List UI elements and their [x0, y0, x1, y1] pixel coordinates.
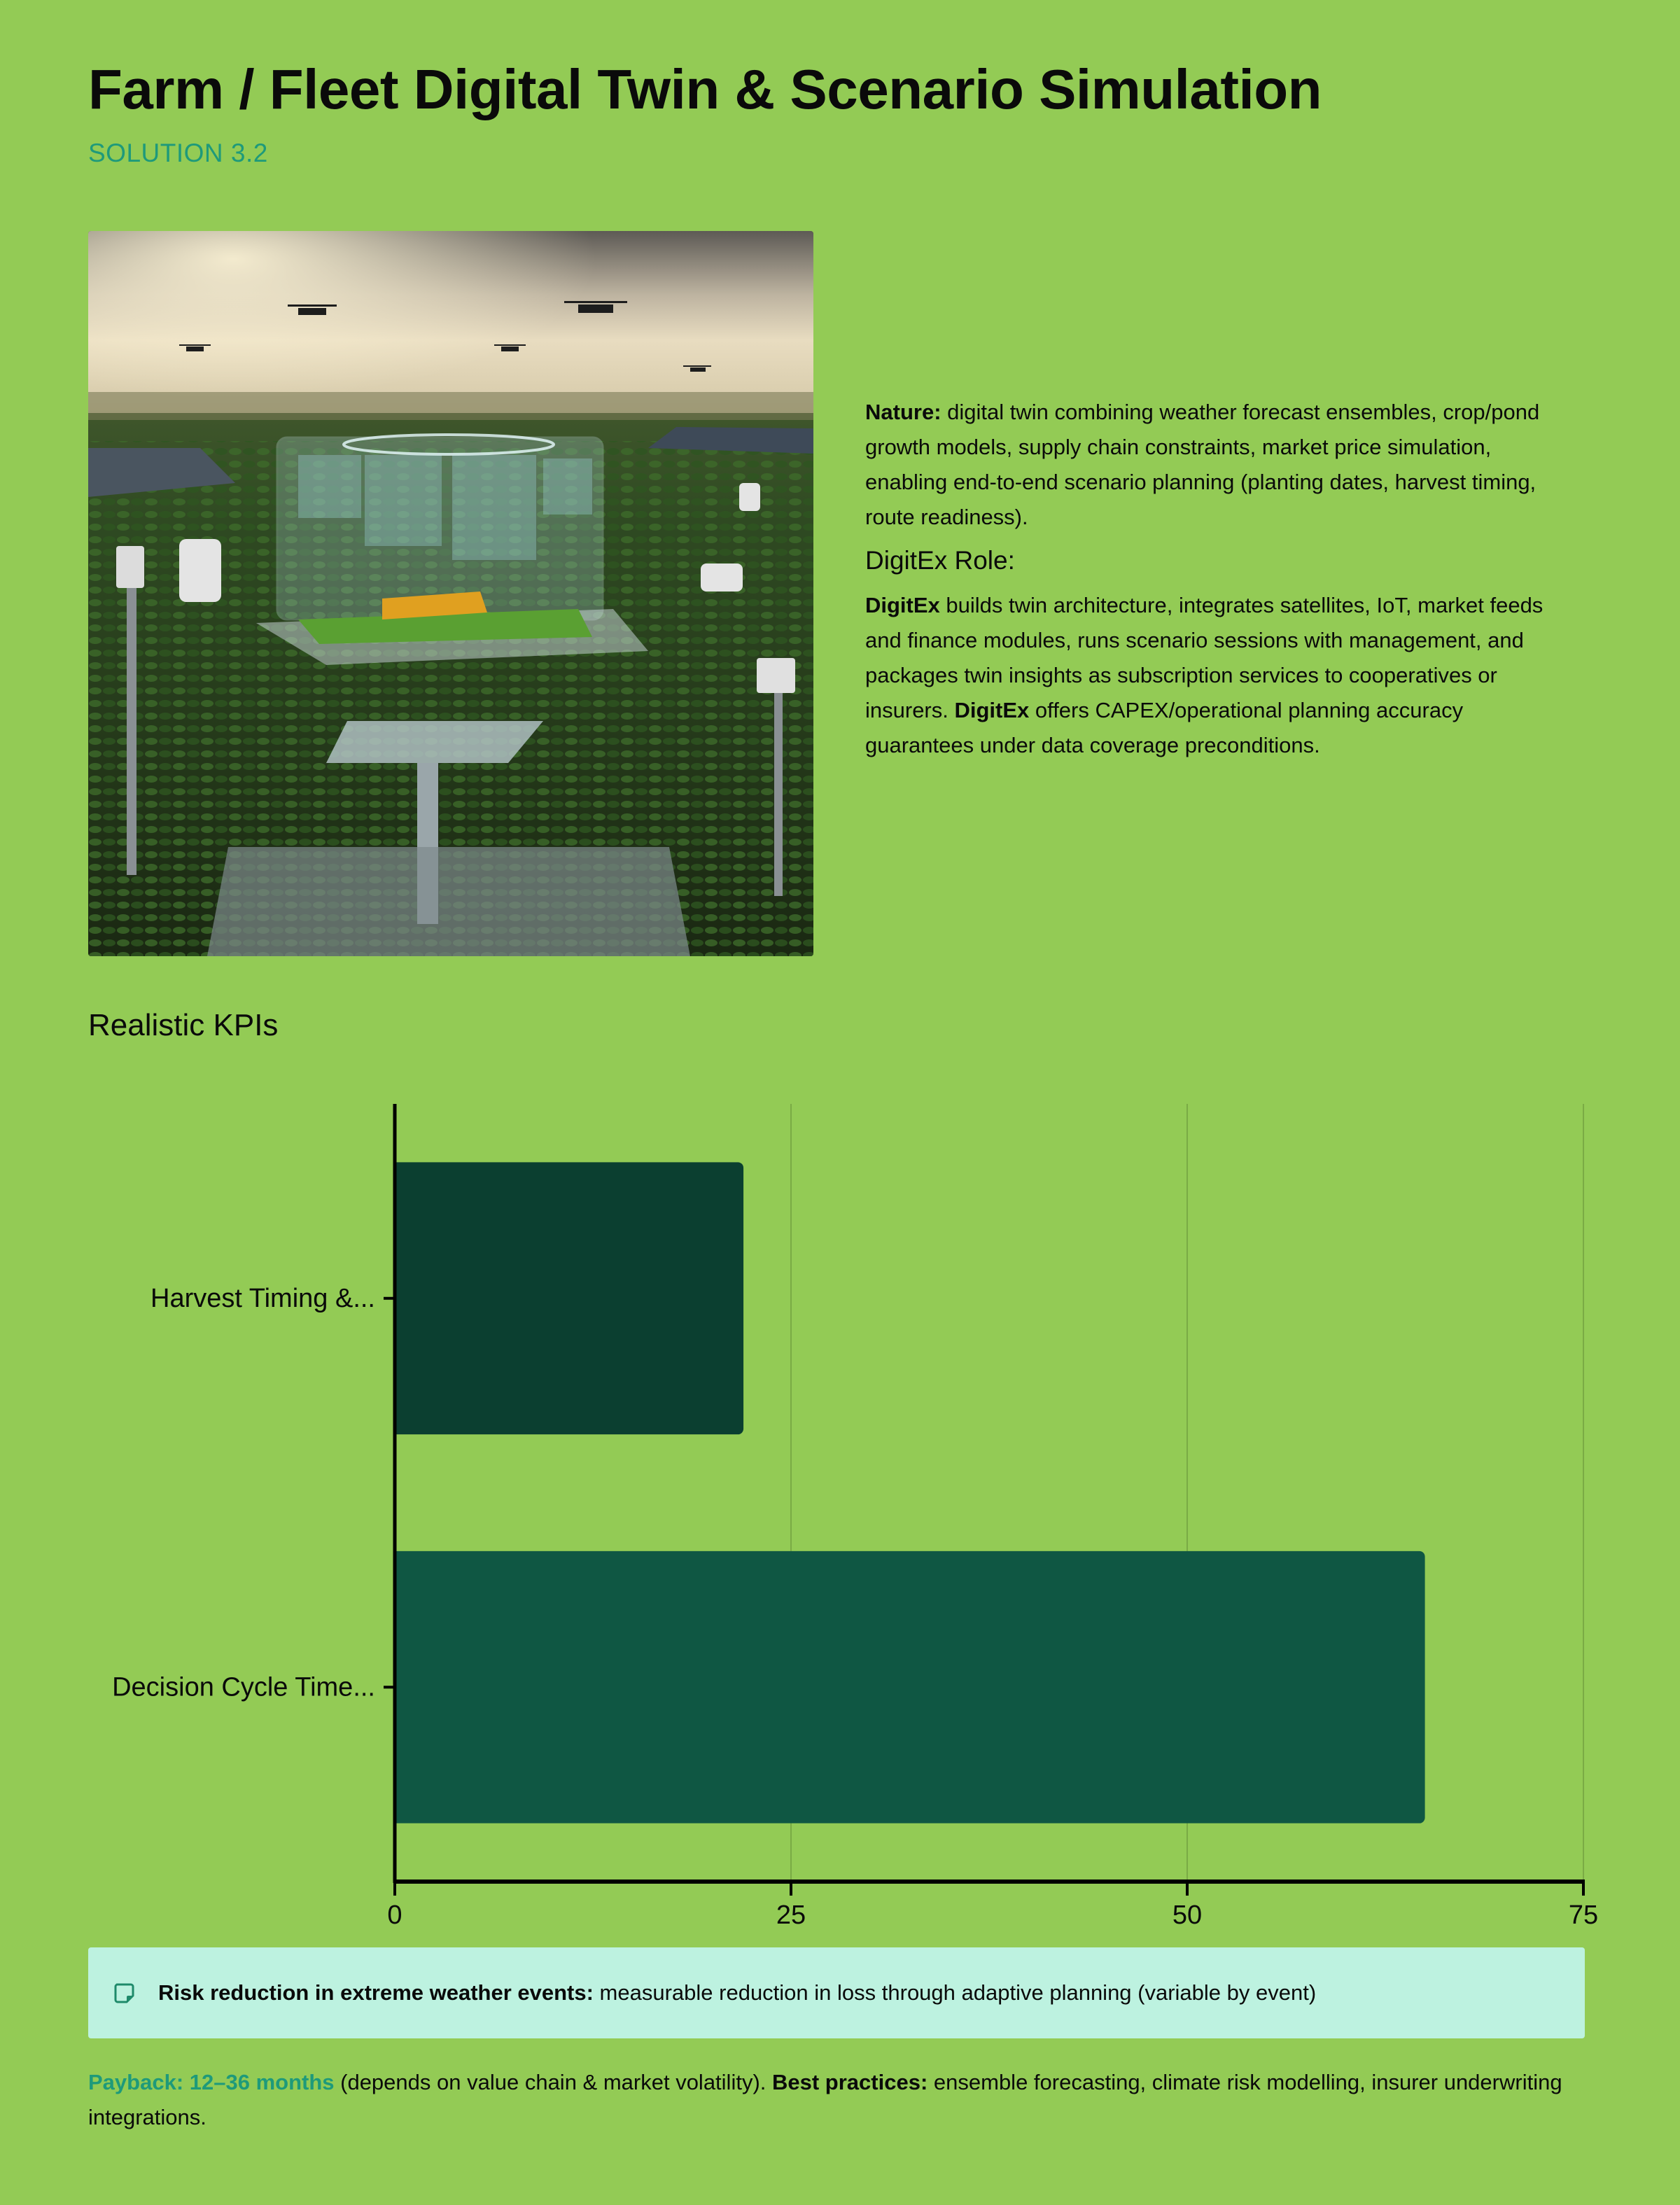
best-practices-text: ensemble forecasting, climate risk modelling, insurer underwriting integrations.	[88, 2070, 1562, 2129]
nature-label: Nature:	[865, 400, 941, 424]
best-practices-label: Best practices:	[772, 2070, 928, 2094]
x-tick-label: 25	[776, 1900, 806, 1930]
page-title: Farm / Fleet Digital Twin & Scenario Simulation	[88, 58, 1322, 120]
payback-text: (depends on value chain & market volatility).	[334, 2070, 772, 2094]
page-subtitle: SOLUTION 3.2	[88, 139, 268, 167]
role-heading: DigitEx Role:	[865, 546, 1015, 575]
y-tick-label: Harvest Timing &...	[150, 1283, 375, 1313]
nature-text: digital twin combining weather forecast ensembles, crop/pond growth models, supply chain constraints, market price simulation, enabling end-to-end scenario planning (planting dates, harvest timing, route readiness).	[865, 400, 1540, 529]
callout-label: Risk reduction in extreme weather events:	[158, 1980, 594, 2005]
callout-text	[158, 1980, 1316, 2005]
hero-image	[88, 231, 813, 956]
role-brand-2: DigitEx	[954, 698, 1030, 722]
role-text-2: offers CAPEX/operational planning accuracy guarantees under data coverage preconditions.	[865, 698, 1464, 757]
description-panel	[865, 395, 1572, 763]
y-tick-label: Decision Cycle Time...	[112, 1672, 375, 1702]
role-brand-1: DigitEx	[865, 593, 940, 617]
x-tick-label: 75	[1568, 1900, 1599, 1930]
payback-label: Payback: 12–36 months	[88, 2070, 335, 2094]
kpi-callout	[88, 1947, 1585, 2038]
bar	[395, 1551, 1425, 1823]
nature-paragraph	[865, 395, 1572, 535]
footer-note	[88, 2065, 1600, 2135]
hero-illustration	[88, 231, 813, 956]
x-tick-label: 0	[387, 1900, 402, 1930]
kpi-heading: Realistic KPIs	[88, 1008, 279, 1042]
callout-body: measurable reduction in loss through adaptive planning (variable by event)	[593, 1980, 1317, 2005]
sticky-note-icon	[113, 1982, 134, 2003]
role-text-1: builds twin architecture, integrates satellites, IoT, market feeds and finance modules, runs scenario sessions with management, and packages twin insights as subscription services to cooperatives or insurers.	[865, 593, 1544, 722]
bar	[395, 1162, 743, 1434]
x-tick-label: 50	[1172, 1900, 1203, 1930]
role-paragraph	[865, 588, 1572, 763]
